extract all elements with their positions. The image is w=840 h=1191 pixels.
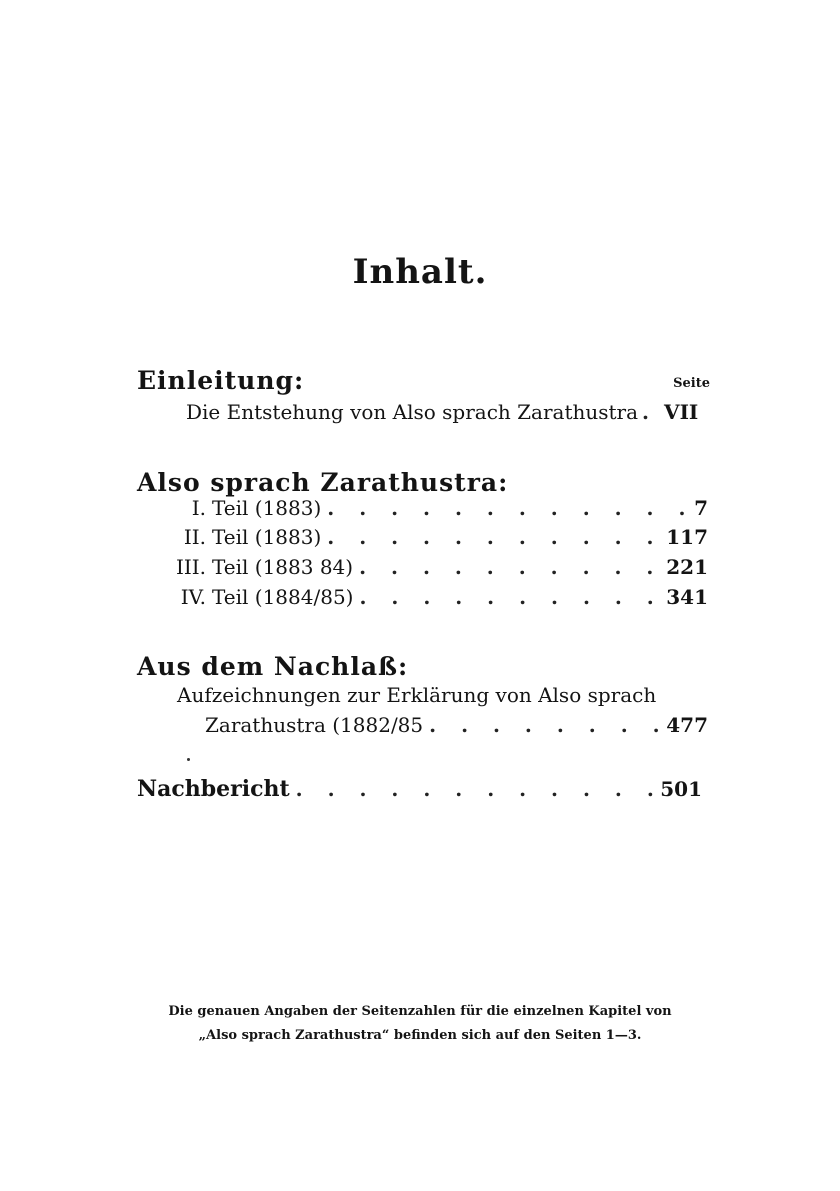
page-column-label: Seite [673,376,710,391]
toc-entry-nachbericht[interactable] [137,776,702,804]
toc-page-number: 501 [660,777,702,801]
leader-dots [353,585,666,609]
leader-dots [423,713,666,737]
toc-entry-label: Teil (1884/85) [212,585,354,609]
part-numeral: III. [175,555,206,579]
part-numeral: I. [191,496,206,520]
stray-mark [187,758,190,761]
footnote-line-1: Die genauen Angaben der Seitenzahlen für die einzelnen Kapitel von [168,1004,672,1019]
leader-dots [321,496,694,520]
toc-entry-label: Die Entstehung von Also sprach Zarathustra [186,400,639,424]
toc-entry-entstehung[interactable] [186,400,708,428]
section-heading-nachlass: Aus dem Nachlaß: [137,652,409,681]
leader-dots [638,400,664,424]
toc-entry-nachlass-line1[interactable]: Aufzeichnungen zur Erklärung von Also sprach [177,683,657,707]
toc-entry-part-1[interactable] [170,496,708,524]
page-title: Inhalt. [352,252,488,292]
toc-entry-part-3[interactable] [170,555,708,583]
toc-entry-label: Teil (1883) [212,525,322,549]
footnote-line-2: „Also sprach Zarathustra“ befinden sich auf den Seiten 1—3. [198,1028,642,1043]
toc-page-number: 117 [666,525,708,549]
section-heading-zarathustra: Also sprach Zarathustra: [137,468,509,497]
toc-page-number: 221 [666,555,708,579]
toc-entry-label: Zarathustra (1882/85 [205,713,424,737]
toc-entry-label: Nachbericht [137,776,290,802]
section-heading-einleitung: Einleitung: [137,366,305,395]
toc-entry-nachlass[interactable] [205,713,708,741]
leader-dots [321,525,666,549]
toc-page-number: 341 [666,585,708,609]
toc-page-number: 7 [694,496,708,520]
toc-entry-part-2[interactable] [170,525,708,553]
part-numeral: IV. [180,585,206,609]
part-numeral: II. [183,525,206,549]
leader-dots [353,555,666,579]
toc-entry-label: Teil (1883 84) [212,555,354,579]
toc-page-number: VII [664,400,699,424]
leader-dots [290,777,661,801]
footnote [120,1000,720,1048]
toc-entry-part-4[interactable] [170,585,708,613]
toc-page-number: 477 [666,713,708,737]
toc-entry-label: Teil (1883) [212,496,322,520]
